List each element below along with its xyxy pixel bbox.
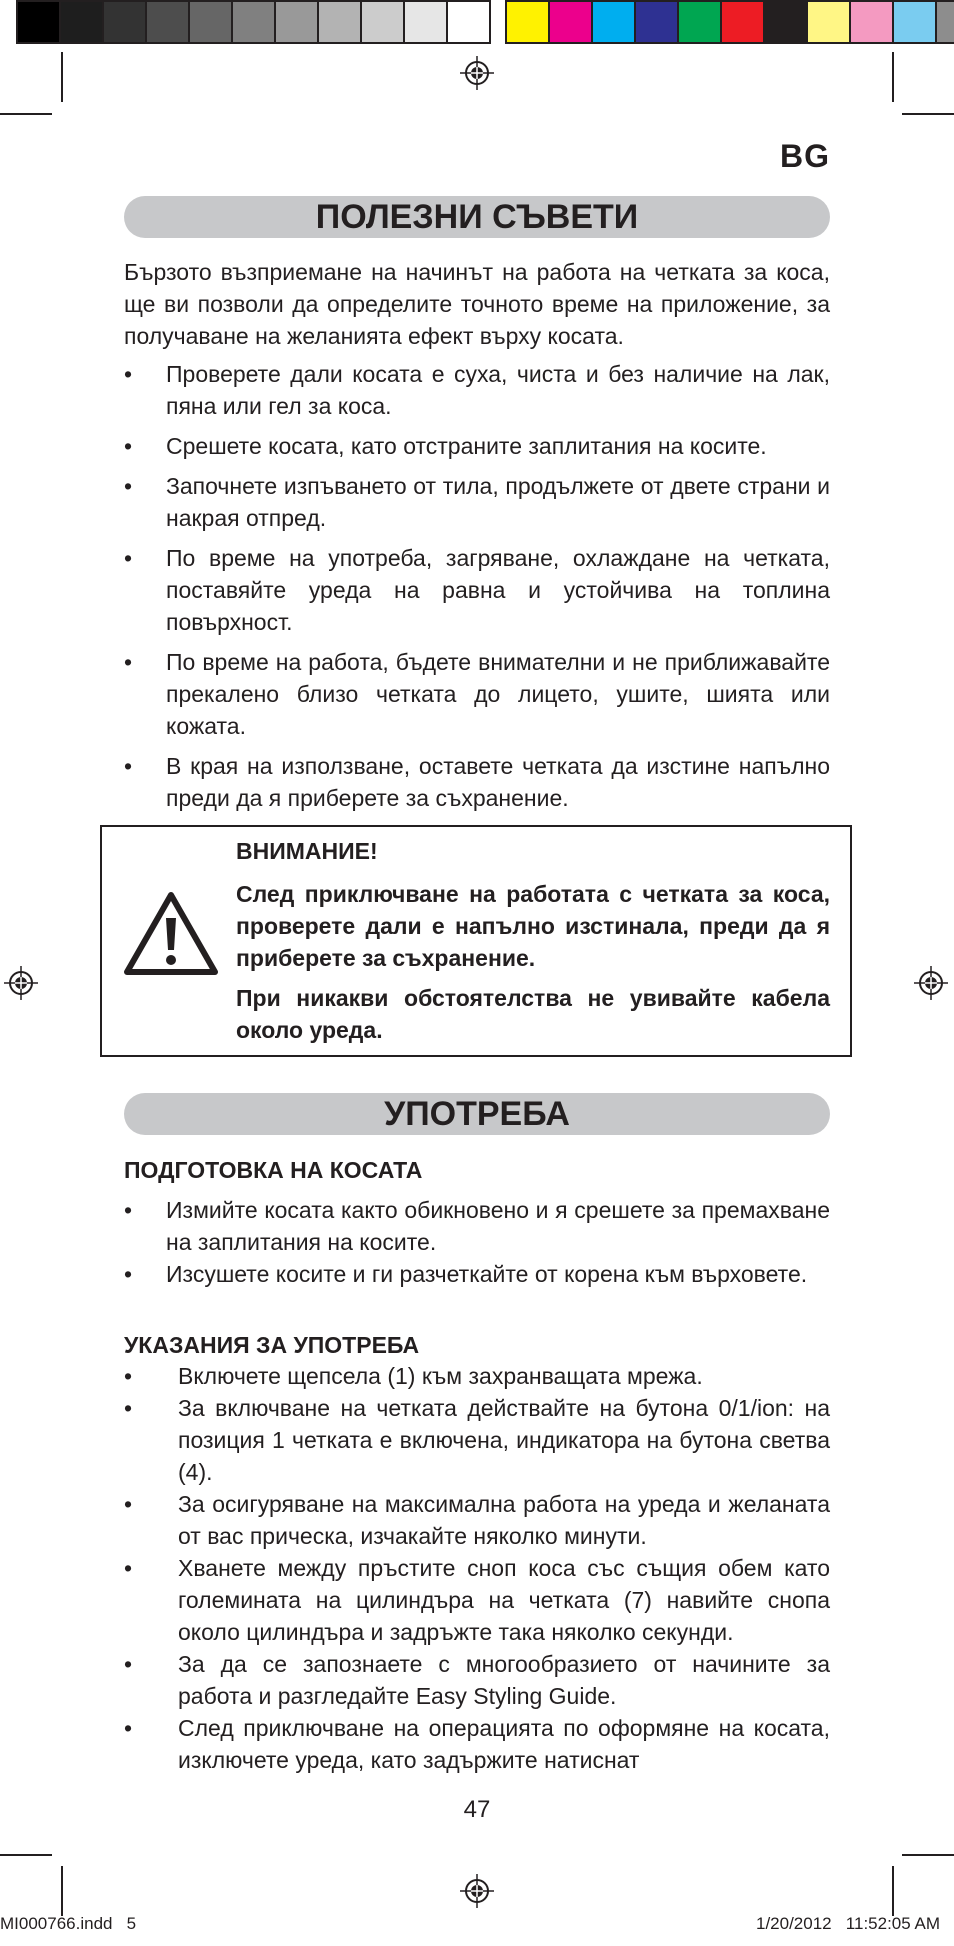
process-color-swatches (505, 0, 954, 44)
warning-text: След приключване на работата с четката за коса, проверете дали е напълно изстинала, преди да я приберете за съхранение. (236, 881, 830, 971)
instructions-list (124, 1360, 830, 1776)
color-swatch (16, 0, 59, 44)
color-swatch (446, 0, 489, 44)
color-swatch (188, 0, 231, 44)
language-code: BG (780, 138, 830, 174)
color-swatch (806, 0, 849, 44)
color-swatch (849, 0, 892, 44)
subheading-instructions: УКАЗАНИЯ ЗА УПОТРЕБА (124, 1332, 420, 1358)
list-item: • По време на работа, бъдете внимателни и не приближавайте прекалено близо четката до лицето, ушите, шията или кожата. (124, 649, 830, 739)
color-swatch (763, 0, 806, 44)
list-item: • Срешете косата, като отстраните заплитания на косите. (124, 433, 767, 459)
color-swatch (274, 0, 317, 44)
crop-mark (61, 52, 63, 102)
color-swatch (231, 0, 274, 44)
registration-mark-icon (460, 1874, 494, 1908)
crop-mark (902, 1854, 954, 1856)
crop-mark (0, 113, 52, 115)
section-title-tips: ПОЛЕЗНИ СЪВЕТИ (124, 196, 830, 238)
registration-mark-icon (914, 966, 948, 1000)
list-item: • В края на използване, оставете четката да изстине напълно преди да я приберете за съхранение. (124, 753, 830, 811)
list-item: • Проверете дали косата е суха, чиста и без наличие на лак, пяна или гел за коса. (124, 361, 830, 419)
warning-text: При никакви обстоятелства не увивайте кабела около уреда. (236, 985, 830, 1043)
list-item: • За да се запознаете с многообразието от начините за работа и разгледайте Easy Styling Guide. (124, 1651, 830, 1709)
warning-triangle-icon (122, 890, 220, 978)
list-item: • За включване на четката действайте на бутона 0/1/ion: на позиция 1 четката е включена, индикатора на бутона светва (4). (124, 1395, 830, 1485)
color-swatch (102, 0, 145, 44)
color-swatch (935, 0, 954, 44)
color-swatch (591, 0, 634, 44)
color-swatch (892, 0, 935, 44)
crop-mark (902, 113, 954, 115)
warning-title: ВНИМАНИЕ! (236, 838, 378, 864)
color-swatch (145, 0, 188, 44)
footer-datetime: 1/20/2012 11:52:05 AM (756, 1914, 940, 1933)
tips-list (124, 358, 830, 822)
crop-mark (892, 52, 894, 102)
grayscale-swatches (16, 0, 491, 44)
crop-mark (0, 1854, 52, 1856)
footer-file-name: MI000766.indd 5 (0, 1914, 137, 1933)
color-swatch (720, 0, 763, 44)
color-swatch (317, 0, 360, 44)
color-swatch (677, 0, 720, 44)
registration-mark-icon (4, 966, 38, 1000)
color-swatch (548, 0, 591, 44)
list-item: • След приключване на операцията по оформяне на косата, изключете уреда, като задържите натиснат (124, 1715, 830, 1773)
subheading-preparation: ПОДГОТОВКА НА КОСАТА (124, 1157, 423, 1183)
color-swatch (403, 0, 446, 44)
list-item: • Хванете между пръстите сноп коса със същия обем като големината на цилиндъра на четката (7) навийте снопа около цилиндъра и задръжте така няколко секунди. (124, 1555, 830, 1645)
color-swatch (634, 0, 677, 44)
color-swatch (505, 0, 548, 44)
list-item: • За осигуряване на максимална работа на уреда и желаната от вас прическа, изчакайте няколко минути. (124, 1491, 830, 1549)
tips-intro: Бързото възприемане на начинът на работа на четката за коса, ще ви позволи да определите точното време на приложение, за получаване на желанията ефект върху косата. (124, 259, 830, 349)
list-item: • Изсушете косите и ги разчеткайте от корена към върховете. (124, 1261, 808, 1287)
page-number: 47 (463, 1796, 491, 1823)
crop-mark (61, 1866, 63, 1916)
list-item: • По време на употреба, загряване, охлаждане на четката, поставяйте уреда на равна и устойчива на топлина повърхност. (124, 545, 830, 635)
preparation-list (124, 1194, 830, 1290)
color-swatch (360, 0, 403, 44)
list-item: • Включете щепсела (1) към захранващата мрежа. (124, 1363, 703, 1389)
list-item: • Започнете изпъването от тила, продължете от двете страни и накрая отпред. (124, 473, 830, 531)
registration-mark-icon (460, 56, 494, 90)
color-calibration-bar (16, 0, 954, 44)
crop-mark (892, 1866, 894, 1916)
color-swatch (59, 0, 102, 44)
section-title-usage: УПОТРЕБА (124, 1093, 830, 1135)
list-item: • Измийте косата както обикновено и я срешете за премахване на заплитания на косите. (124, 1197, 830, 1255)
